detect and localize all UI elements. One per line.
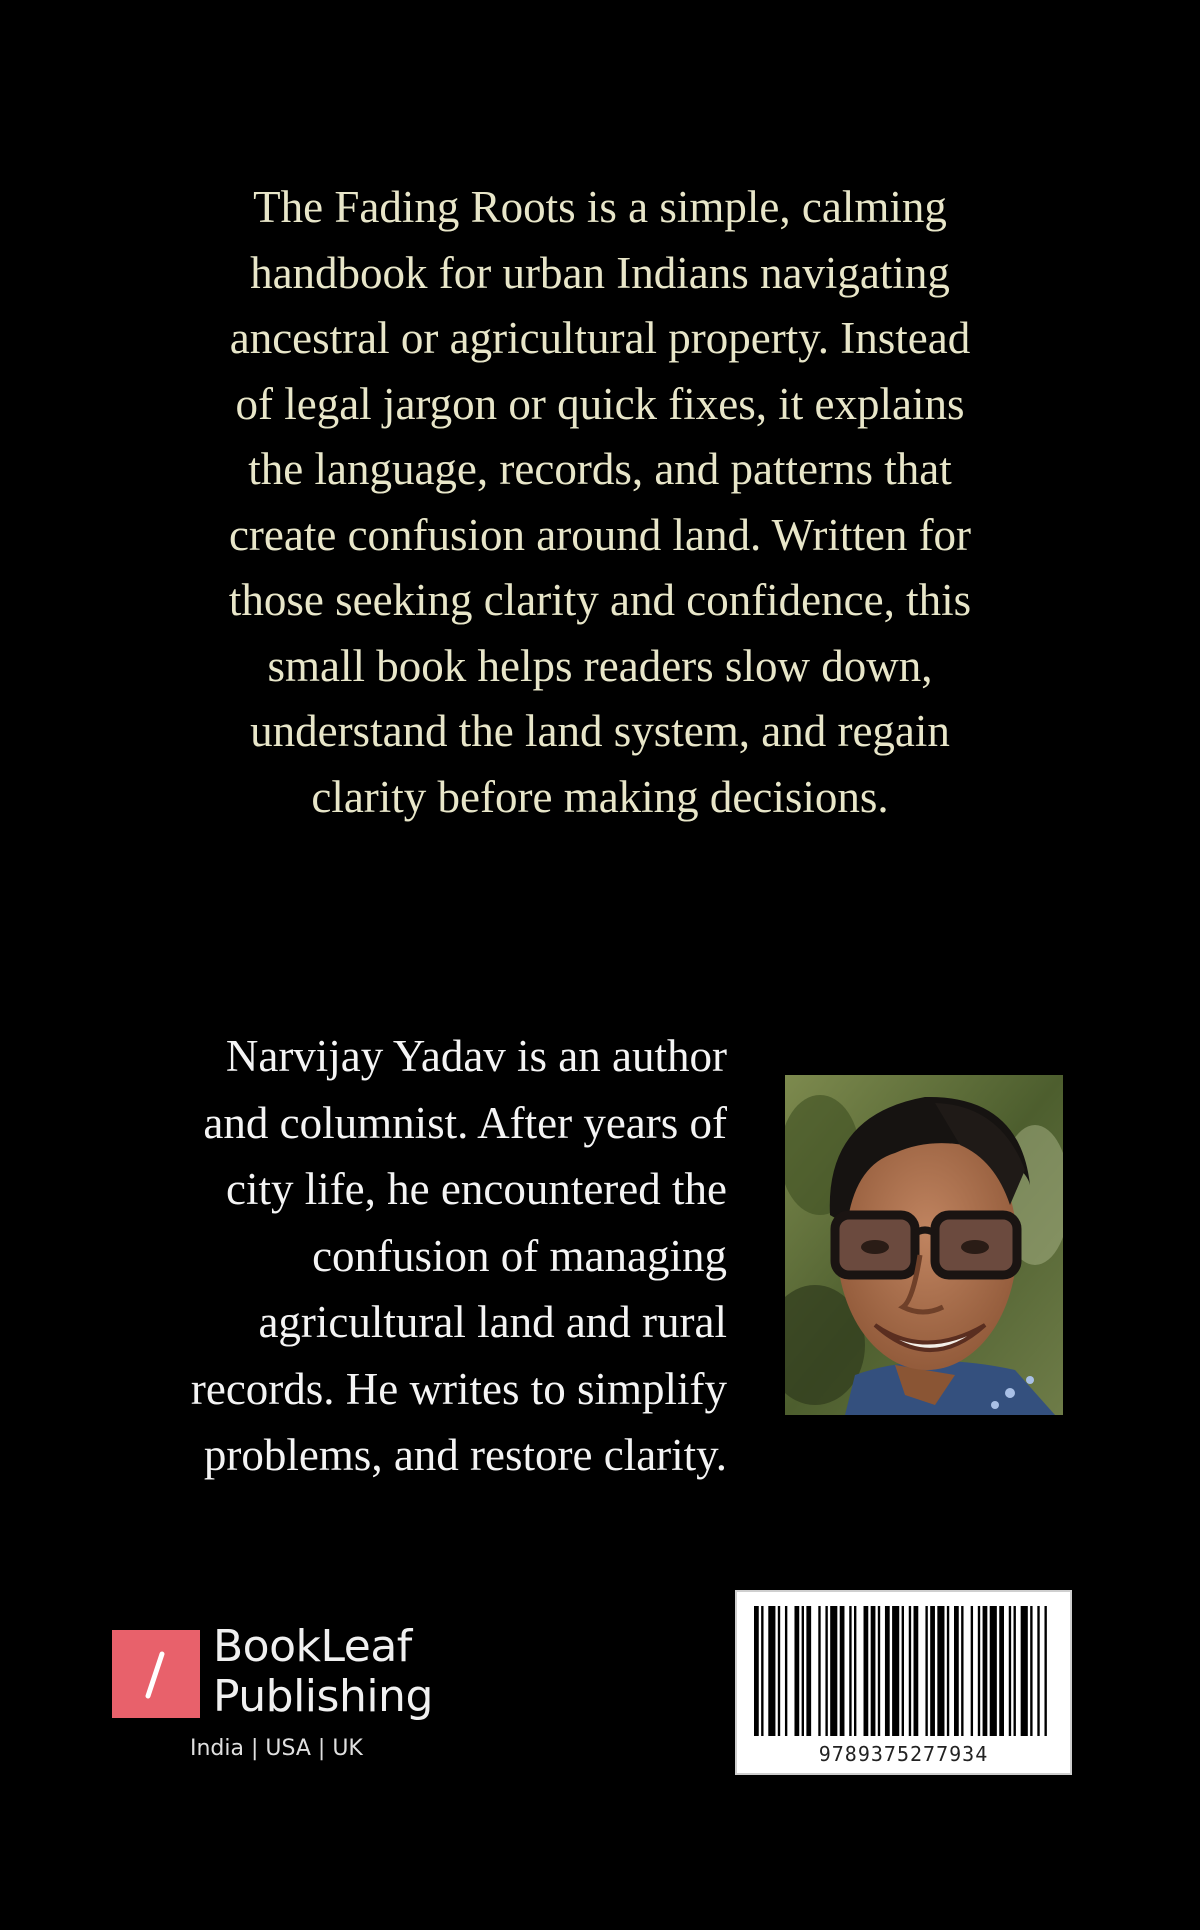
barcode-bar: [871, 1606, 876, 1736]
barcode-bar: [1044, 1606, 1046, 1736]
barcode-bar: [806, 1606, 811, 1736]
barcode-bar: [1009, 1606, 1011, 1736]
barcode-bar: [983, 1606, 988, 1736]
barcode-bar: [1021, 1606, 1028, 1736]
barcode-bar: [947, 1606, 949, 1736]
barcode-bar: [830, 1606, 837, 1736]
barcode-bar: [885, 1606, 890, 1736]
logo-mark-icon: [112, 1630, 200, 1718]
publisher-regions: India | USA | UK: [190, 1736, 363, 1761]
barcode-bar: [768, 1606, 775, 1736]
description-line: of legal jargon or quick fixes, it explains: [235, 378, 965, 429]
author-bio: [100, 1023, 727, 1489]
description-line: handbook for urban Indians navigating: [250, 247, 950, 298]
barcode-bar: [1014, 1606, 1016, 1736]
description-line: those seeking clarity and confidence, this: [228, 575, 972, 625]
publisher-name-line2: Publishing: [213, 1671, 433, 1722]
barcode-bar: [990, 1606, 997, 1736]
bio-line: and columnist. After years of: [203, 1097, 727, 1148]
barcode-bar: [840, 1606, 845, 1736]
barcode-bar: [914, 1606, 919, 1736]
bio-line: city life, he encountered the: [225, 1164, 727, 1214]
barcode-bar: [802, 1606, 804, 1736]
barcode-bar: [864, 1606, 869, 1736]
bio-line: records. He writes to simplify: [190, 1363, 727, 1414]
barcode-bar: [925, 1606, 927, 1736]
barcode-bar: [854, 1606, 856, 1736]
barcode-bar: [761, 1606, 763, 1736]
barcode-bar: [818, 1606, 820, 1736]
barcode-bar: [785, 1606, 787, 1736]
barcode-bar: [971, 1606, 973, 1736]
description-line: clarity before making decisions.: [311, 771, 889, 822]
description-line: ancestral or agricultural property. Instead: [229, 313, 971, 363]
barcode-bar: [825, 1606, 827, 1736]
barcode-bar: [778, 1606, 780, 1736]
publisher-name-line1: BookLeaf: [213, 1621, 412, 1672]
bio-line: agricultural land and rural: [258, 1297, 727, 1347]
bio-line: confusion of managing: [312, 1230, 727, 1281]
book-description: [150, 175, 1050, 830]
author-photo: [785, 1075, 1063, 1415]
description-line: The Fading Roots is a simple, calming: [253, 182, 947, 232]
barcode-bar: [954, 1606, 959, 1736]
barcode-bar: [902, 1606, 904, 1736]
isbn-barcode: [735, 1590, 1072, 1775]
barcode-bar: [937, 1606, 944, 1736]
barcode-bar: [1037, 1606, 1039, 1736]
barcode-bar: [1030, 1606, 1032, 1736]
barcode-bar: [892, 1606, 899, 1736]
description-line: the language, records, and patterns that: [248, 444, 952, 494]
barcode-bar: [961, 1606, 963, 1736]
barcode-bar: [978, 1606, 980, 1736]
barcode-bar: [909, 1606, 911, 1736]
barcode-bar: [754, 1606, 759, 1736]
description-line: small book helps readers slow down,: [267, 640, 933, 691]
barcode-bar: [999, 1606, 1004, 1736]
barcode-bar: [878, 1606, 880, 1736]
isbn-number: 9789375277934: [818, 1742, 989, 1766]
barcode-bar: [849, 1606, 851, 1736]
description-line: create confusion around land. Written for: [228, 509, 972, 560]
barcode-bar: [794, 1606, 799, 1736]
bio-line: Narvijay Yadav is an author: [225, 1031, 727, 1081]
bio-line: problems, and restore clarity.: [203, 1430, 727, 1480]
barcode-bar: [930, 1606, 935, 1736]
description-line: understand the land system, and regain: [250, 706, 950, 756]
barcode-bars: [754, 1606, 1054, 1736]
